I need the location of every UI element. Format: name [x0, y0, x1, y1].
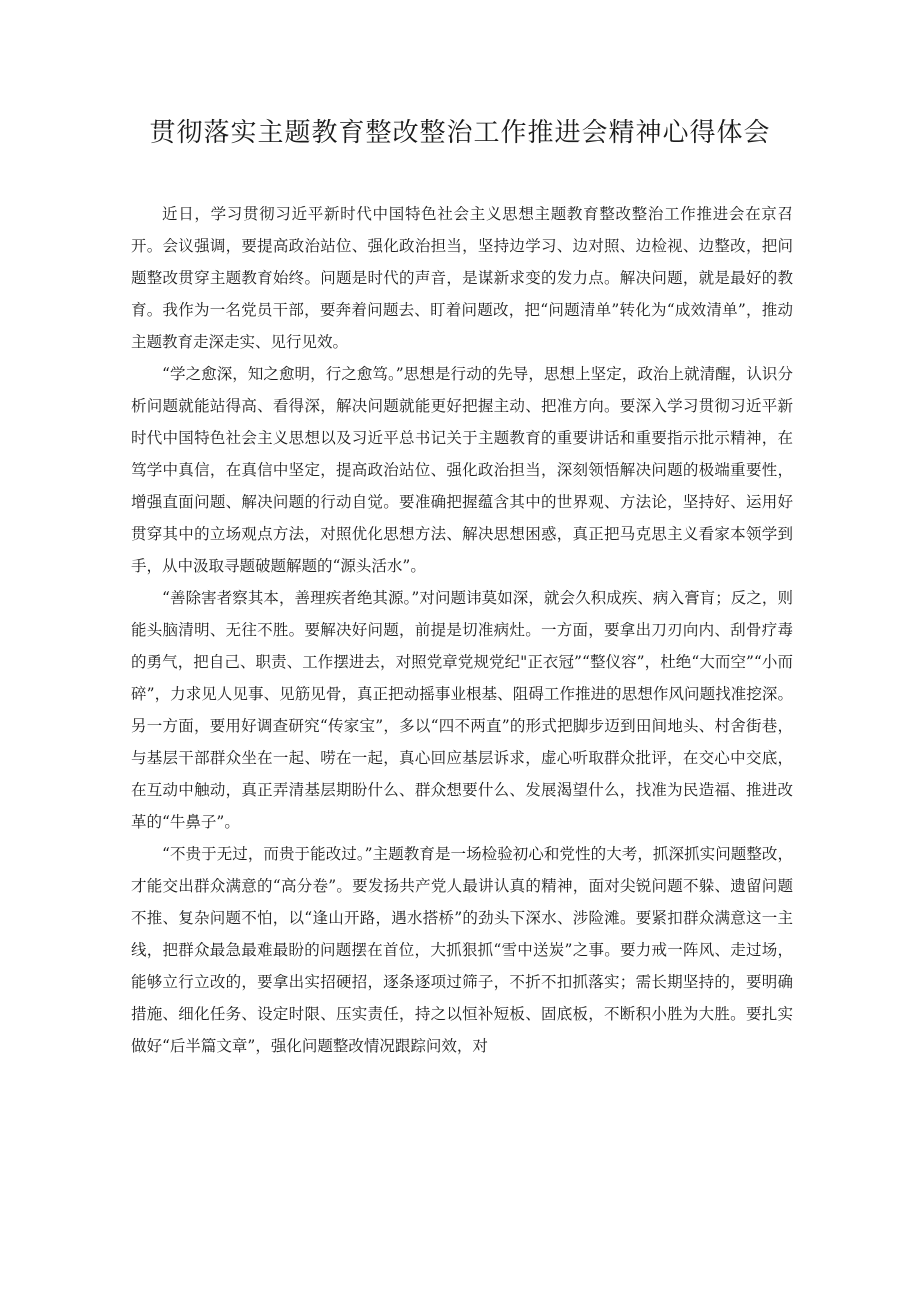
document-body — [131, 198, 793, 1062]
paragraph-4: “不贵于无过，而贵于能改过。”主题教育是一场检验初心和党性的大考，抓深抓实问题整改，才能交出群众满意的“高分卷”。要发扬共产党人最讲认真的精神，面对尖锐问题不躲、遗留问题不推、复杂问题不怕，以“逢山开路，遇水搭桥”的劲头下深水、涉险滩。要紧扣群众满意这一主线，把群众最急最难最盼的问题摆在首位，大抓狠抓“雪中送炭”之事。要力戒一阵风、走过场，能够立行立改的，要拿出实招硬招，逐条逐项过筛子，不折不扣抓落实；需长期坚持的，要明确措施、细化任务、设定时限、压实责任，持之以恒补短板、固底板，不断积小胜为大胜。要扎实做好“后半篇文章”，强化问题整改情况跟踪问效，对 — [131, 845, 793, 1055]
paragraph-1: 近日，学习贯彻习近平新时代中国特色社会主义思想主题教育整改整治工作推进会在京召开。会议强调，要提高政治站位、强化政治担当，坚持边学习、边对照、边检视、边整改，把问题整改贯穿主题教育始终。问题是时代的声音，是谋新求变的发力点。解决问题，就是最好的教育。我作为一名党员干部，要奔着问题去、盯着问题改，把“问题清单”转化为“成效清单”，推动主题教育走深走实、见行见效。 — [131, 205, 793, 351]
document-title: 贯彻落实主题教育整改整治工作推进会精神心得体会 — [149, 118, 771, 148]
paragraph-2: “学之愈深，知之愈明，行之愈笃。”思想是行动的先导，思想上坚定，政治上就清醒，认识分析问题就能站得高、看得深，解决问题就能更好把握主动、把准方向。要深入学习贯彻习近平新时代中国特色社会主义思想以及习近平总书记关于主题教育的重要讲话和重要指示批示精神，在笃学中真信，在真信中坚定，提高政治站位、强化政治担当，深刻领悟解决问题的极端重要性，增强直面问题、解决问题的行动自觉。要准确把握蕴含其中的世界观、方法论，坚持好、运用好贯穿其中的立场观点方法，对照优化思想方法、解决思想困惑，真正把马克思主义看家本领学到手，从中汲取寻题破题解题的“源头活水”。 — [131, 365, 793, 575]
paragraph-3: “善除害者察其本，善理疾者绝其源。”对问题讳莫如深，就会久积成疾、病入膏肓；反之，则能头脑清明、无往不胜。要解决好问题，前提是切准病灶。一方面，要拿出刀刃向内、刮骨疗毒的勇气，把自己、职责、工作摆进去，对照党章党规党纪"正衣冠”“整仪容”，杜绝“大而空”“小而碎”，力求见人见事、见筋见骨，真正把动摇事业根基、阻碍工作推进的思想作风问题找准挖深。另一方面，要用好调查研究“传家宝”，多以“四不两直”的形式把脚步迈到田间地头、村舍街巷，与基层干部群众坐在一起、唠在一起，真心回应基层诉求，虚心听取群众批评，在交心中交底，在互动中触动，真正弄清基层期盼什么、群众想要什么、发展渴望什么，找准为民造福、推进改革的“牛鼻子”。 — [131, 589, 793, 831]
